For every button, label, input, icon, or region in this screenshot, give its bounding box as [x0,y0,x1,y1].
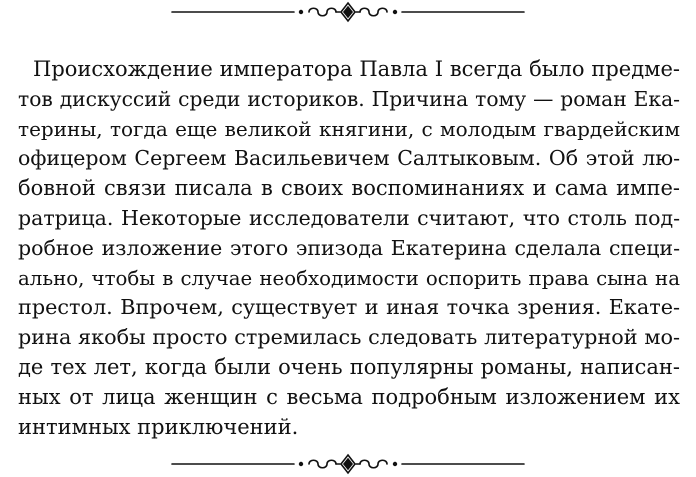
paragraph-line: ратрица. Некоторые исследователи считают, что столь под- [18,205,680,230]
top-ornament-divider [0,0,696,24]
paragraph-line: престол. Впрочем, существует и иная точка зрения. Екате- [18,295,680,320]
scroll-divider-icon [0,452,696,476]
paragraph-line: де тех лет, когда были очень популярны романы, написан- [18,354,680,379]
paragraph-line: офицером Сергеем Васильевичем Салтыковым. Об этой лю- [18,146,680,171]
paragraph-line: интимных приключений. [18,414,299,439]
paragraph-line: тов дискуссий среди историков. Причина тому — роман Ека- [18,86,680,111]
bottom-ornament-divider [0,452,696,476]
paragraph-line: терины, тогда еще великой княгини, с молодым гвардейским [18,116,680,141]
paragraph-line: ально, чтобы в случае необходимости оспорить права сына на [18,266,680,290]
paragraph-line: бовной связи писала в своих воспоминаниях и сама импе- [18,176,680,201]
paragraph-line: ных от лица женщин с весьма подробным изложением их [18,384,680,409]
paragraph-line: рина якобы просто стремилась следовать литературной мо- [18,325,680,350]
paragraph-line: Происхождение императора Павла I всегда было предме- [33,57,680,81]
paragraph-line: робное изложение этого эпизода Екатерина сделала специ- [18,235,680,260]
scroll-divider-icon [0,0,696,24]
main-paragraph [18,55,680,442]
